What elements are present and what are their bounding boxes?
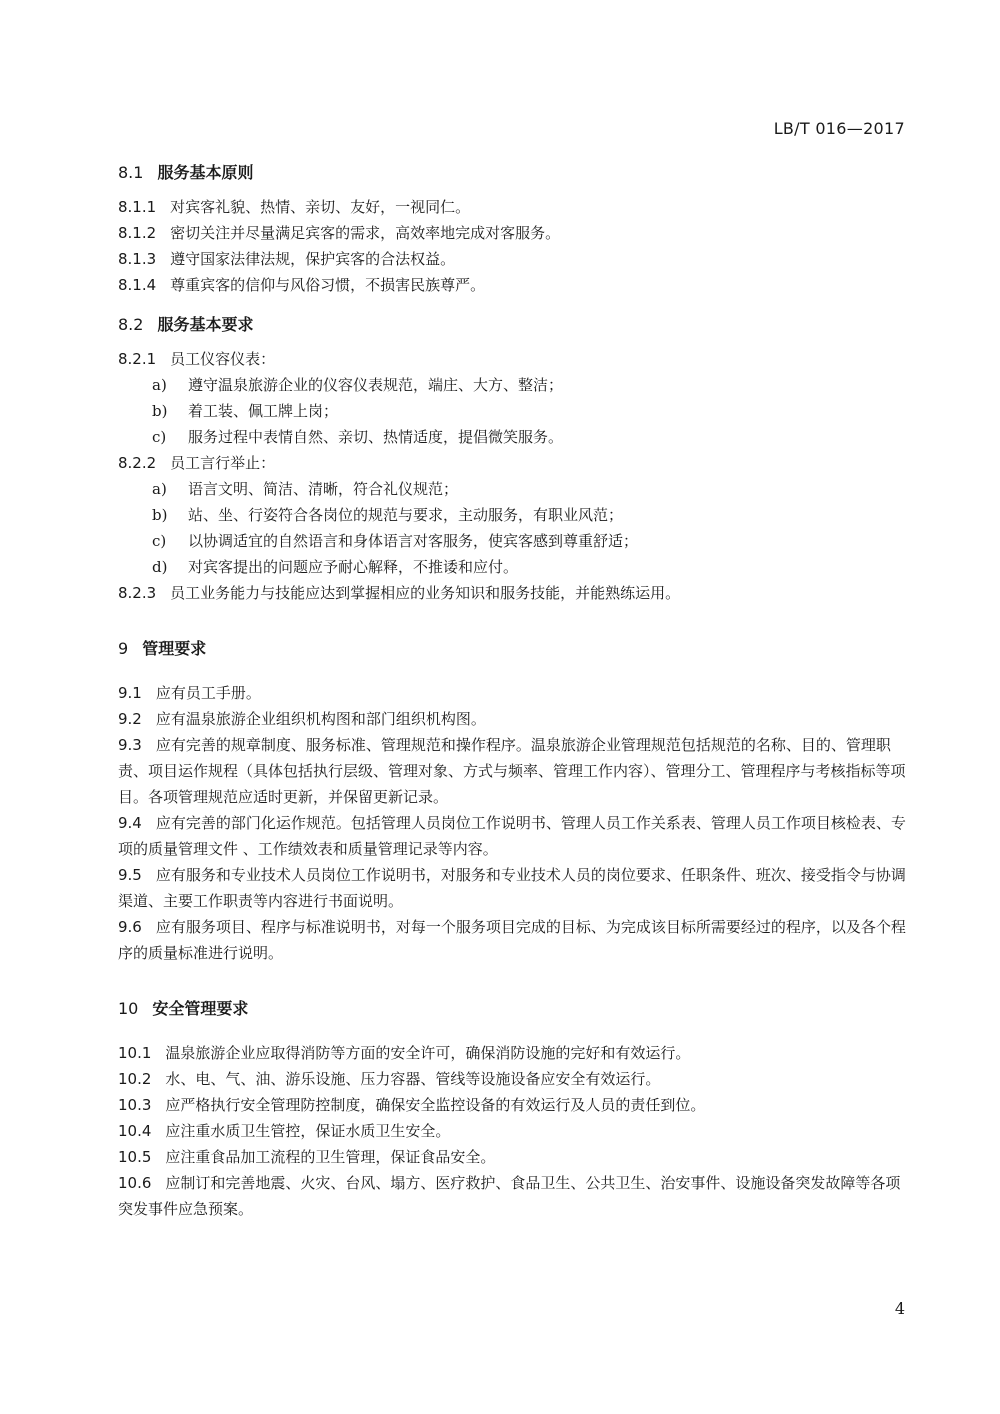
- clause: [118, 1118, 908, 1144]
- clause: [118, 1144, 908, 1170]
- list-item: [118, 554, 908, 580]
- chapter-number: 9: [118, 639, 129, 658]
- clause-text: 应制订和完善地震、火灾、台风、塌方、医疗救护、食品卫生、公共卫生、治安事件、设施设备突发故障等各项突发事件应急预案。: [118, 1174, 901, 1218]
- chapter-number: 10: [118, 999, 139, 1018]
- list-item: [118, 502, 908, 528]
- list-item: [118, 372, 908, 398]
- clause: [118, 346, 908, 372]
- clause-number: 8.1.3: [118, 250, 157, 268]
- chapter-heading-10: [118, 996, 908, 1022]
- clause-text: 员工仪容仪表：: [170, 350, 276, 368]
- list-marker: c): [152, 532, 167, 550]
- clause: [118, 1066, 908, 1092]
- clause: [118, 1040, 908, 1066]
- list-text: 语言文明、简洁、清晰，符合礼仪规范；: [188, 480, 459, 498]
- clause: [118, 914, 908, 966]
- document-body: [118, 160, 908, 1222]
- clause-number: 10.1: [118, 1044, 152, 1062]
- clause-number: 10.5: [118, 1148, 152, 1166]
- list-marker: c): [152, 428, 167, 446]
- clause: [118, 1092, 908, 1118]
- clause-text: 尊重宾客的信仰与风俗习惯，不损害民族尊严。: [170, 276, 486, 294]
- section-number: 8.2: [118, 315, 144, 334]
- page-number: 4: [894, 1299, 905, 1318]
- clause-number: 10.4: [118, 1122, 152, 1140]
- clause-number: 9.1: [118, 684, 142, 702]
- clause-number: 8.1.1: [118, 198, 157, 216]
- section-number: 8.1: [118, 163, 144, 182]
- clause: [118, 706, 908, 732]
- list-marker: a): [152, 376, 167, 394]
- clause-number: 8.2.3: [118, 584, 157, 602]
- clause: [118, 272, 908, 298]
- clause-number: 8.2.1: [118, 350, 157, 368]
- list-item: [118, 476, 908, 502]
- clause-text: 应严格执行安全管理防控制度，确保安全监控设备的有效运行及人员的责任到位。: [165, 1096, 706, 1114]
- clause: [118, 450, 908, 476]
- list-text: 着工装、佩工牌上岗；: [188, 402, 339, 420]
- list-marker: b): [152, 506, 168, 524]
- clause: [118, 810, 908, 862]
- clause-text: 对宾客礼貌、热情、亲切、友好，一视同仁。: [170, 198, 471, 216]
- clause-text: 应注重食品加工流程的卫生管理，保证食品安全。: [165, 1148, 496, 1166]
- list-text: 站、坐、行姿符合各岗位的规范与要求，主动服务，有职业风范；: [188, 506, 624, 524]
- clause-text: 温泉旅游企业应取得消防等方面的安全许可，确保消防设施的完好和有效运行。: [165, 1044, 691, 1062]
- clause-text: 应有完善的部门化运作规范。包括管理人员岗位工作说明书、管理人员工作关系表、管理人员工作项目核检表、专项的质量管理文件 、工作绩效表和质量管理记录等内容。: [118, 814, 906, 858]
- clause-text: 密切关注并尽量满足宾客的需求，高效率地完成对客服务。: [170, 224, 561, 242]
- clause-number: 10.3: [118, 1096, 152, 1114]
- clause-text: 遵守国家法律法规，保护宾客的合法权益。: [170, 250, 456, 268]
- clause-text: 水、电、气、油、游乐设施、压力容器、管线等设施设备应安全有效运行。: [165, 1070, 661, 1088]
- chapter-title: 管理要求: [142, 639, 207, 658]
- clause-text: 应有员工手册。: [155, 684, 261, 702]
- clause: [118, 1170, 908, 1222]
- clause-text: 应有服务项目、程序与标准说明书，对每一个服务项目完成的目标、为完成该目标所需要经过的程序，以及各个程序的质量标准进行说明。: [118, 918, 906, 962]
- clause-number: 8.2.2: [118, 454, 157, 472]
- clause: [118, 680, 908, 706]
- list-text: 对宾客提出的问题应予耐心解释，不推诿和应付。: [188, 558, 519, 576]
- list-text: 以协调适宜的自然语言和身体语言对客服务，使宾客感到尊重舒适；: [188, 532, 639, 550]
- list-text: 服务过程中表情自然、亲切、热情适度，提倡微笑服务。: [188, 428, 564, 446]
- clause-text: 员工业务能力与技能应达到掌握相应的业务知识和服务技能，并能熟练运用。: [170, 584, 681, 602]
- clause: [118, 246, 908, 272]
- list-item: [118, 528, 908, 554]
- clause-text: 应注重水质卫生管控，保证水质卫生安全。: [165, 1122, 451, 1140]
- section-heading-8-1: [118, 160, 908, 186]
- list-marker: b): [152, 402, 168, 420]
- list-item: [118, 398, 908, 424]
- clause: [118, 220, 908, 246]
- section-title: 服务基本原则: [157, 163, 254, 182]
- clause-text: 应有完善的规章制度、服务标准、管理规范和操作程序。温泉旅游企业管理规范包括规范的名称、目的、管理职责、项目运作规程（具体包括执行层级、管理对象、方式与频率、管理工作内容）、管理分工、管理程序与考核指标等项目。各项管理规范应适时更新，并保留更新记录。: [118, 736, 906, 806]
- chapter-title: 安全管理要求: [152, 999, 249, 1018]
- clause-text: 应有服务和专业技术人员岗位工作说明书，对服务和专业技术人员的岗位要求、任职条件、班次、接受指令与协调渠道、主要工作职责等内容进行书面说明。: [118, 866, 906, 910]
- clause-number: 10.6: [118, 1174, 152, 1192]
- list-item: [118, 424, 908, 450]
- clause-number: 10.2: [118, 1070, 152, 1088]
- clause-number: 9.3: [118, 736, 142, 754]
- clause-number: 8.1.2: [118, 224, 157, 242]
- section-heading-8-2: [118, 312, 908, 338]
- clause: [118, 732, 908, 810]
- section-title: 服务基本要求: [157, 315, 254, 334]
- clause-text: 应有温泉旅游企业组织机构图和部门组织机构图。: [155, 710, 486, 728]
- chapter-heading-9: [118, 636, 908, 662]
- clause: [118, 580, 908, 606]
- clause-number: 8.1.4: [118, 276, 157, 294]
- document-code: LB/T 016—2017: [773, 119, 905, 138]
- clause-number: 9.4: [118, 814, 142, 832]
- list-marker: a): [152, 480, 167, 498]
- clause-number: 9.2: [118, 710, 142, 728]
- clause-number: 9.5: [118, 866, 142, 884]
- list-marker: d): [152, 558, 168, 576]
- clause-number: 9.6: [118, 918, 142, 936]
- clause-text: 员工言行举止：: [170, 454, 276, 472]
- clause: [118, 194, 908, 220]
- list-text: 遵守温泉旅游企业的仪容仪表规范，端庄、大方、整洁；: [188, 376, 564, 394]
- clause: [118, 862, 908, 914]
